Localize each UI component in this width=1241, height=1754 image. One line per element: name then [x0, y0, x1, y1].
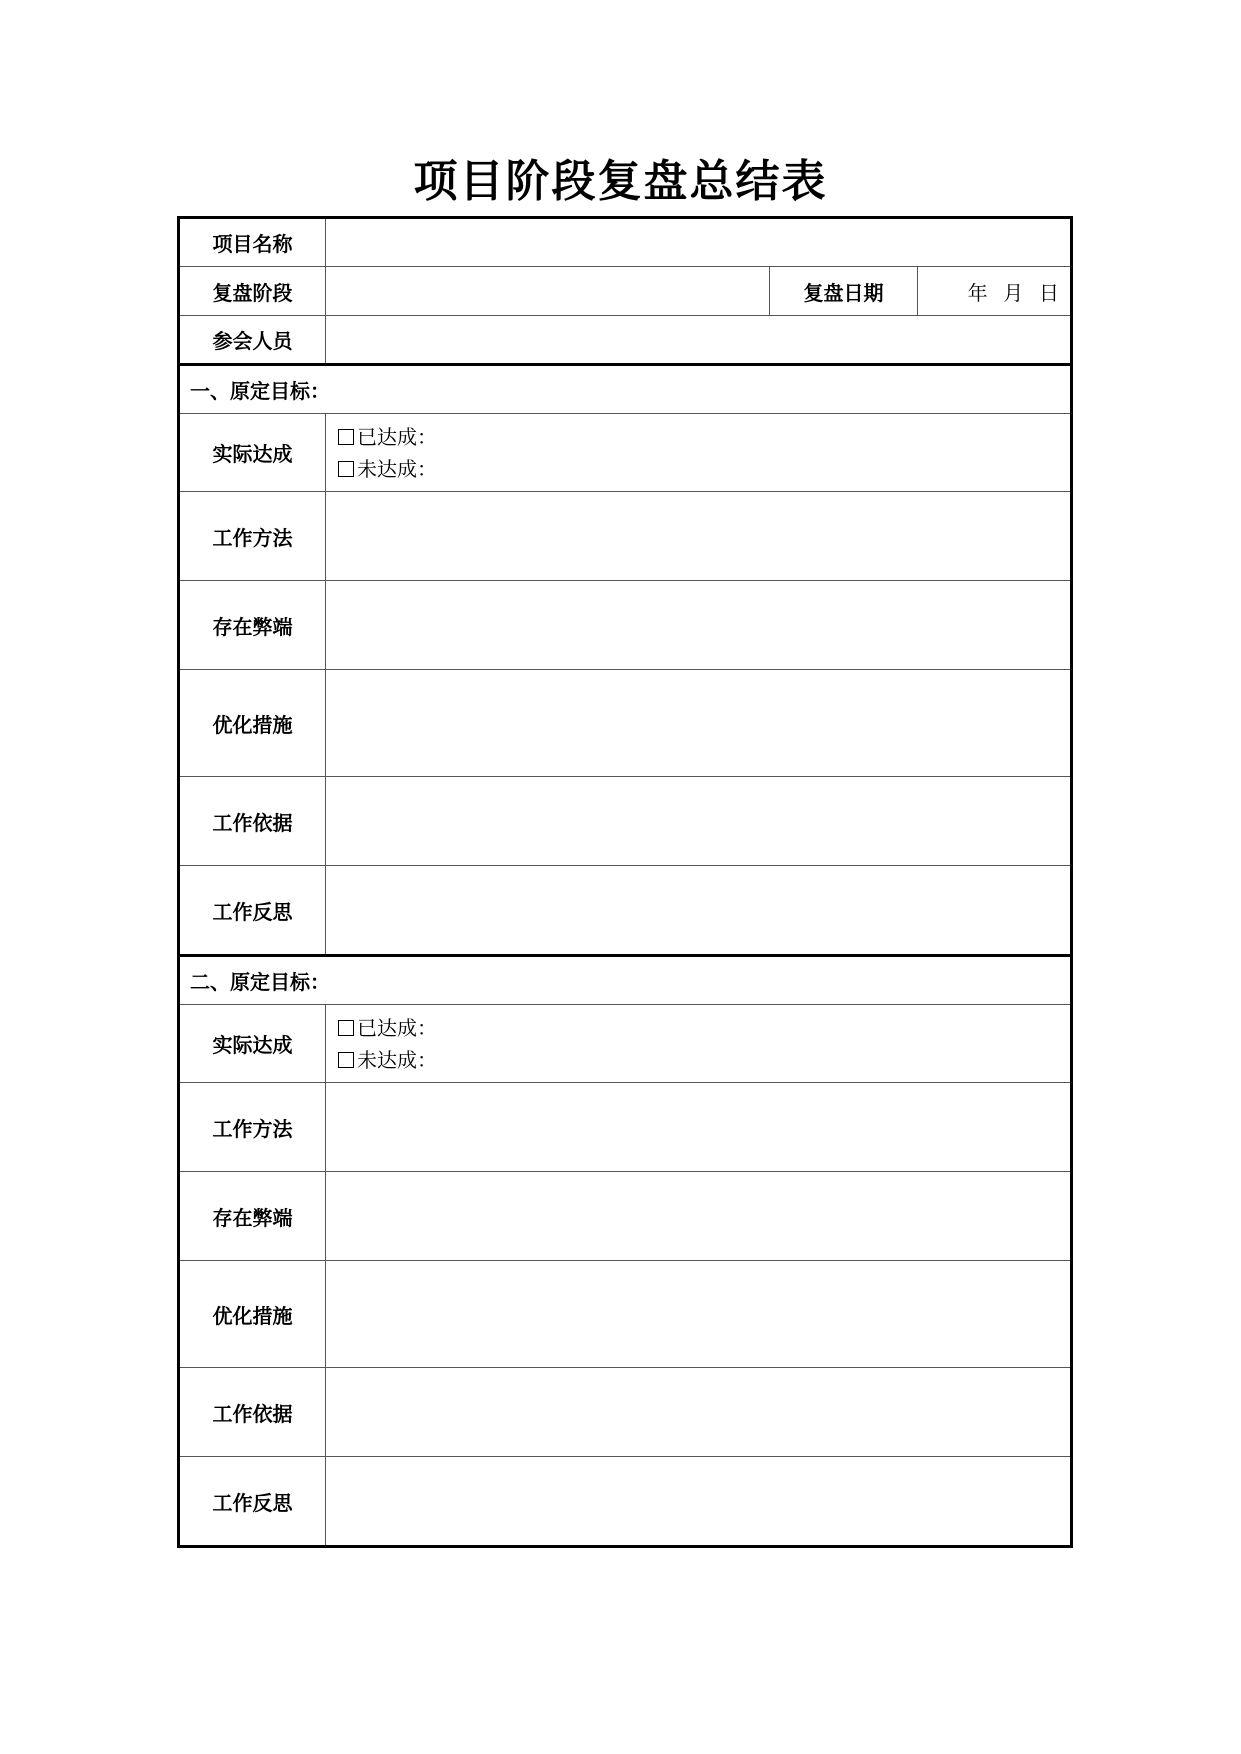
project-name-field[interactable]	[326, 218, 1072, 267]
section-2-not-achieved-text: 未达成：	[357, 1047, 437, 1072]
section-2-heading-row	[179, 956, 1072, 1005]
section-2-method-row	[179, 1083, 1072, 1172]
section-2-issues-label: 存在弊端	[179, 1172, 326, 1261]
section-1-optimization-label: 优化措施	[179, 670, 326, 777]
stage-row	[179, 267, 1072, 316]
section-1-method-row	[179, 492, 1072, 581]
section-1-heading-row	[179, 365, 1072, 414]
stage-label: 复盘阶段	[179, 267, 326, 316]
review-form-table	[177, 216, 1073, 1548]
section-2-optimization-field[interactable]	[326, 1261, 1072, 1368]
section-1-optimization-field[interactable]	[326, 670, 1072, 777]
section-1-not-achieved-text: 未达成：	[357, 456, 437, 481]
section-2-achieved-text: 已达成：	[357, 1015, 437, 1040]
section-2-not-achieved-option[interactable]	[338, 1044, 1070, 1076]
project-name-label: 项目名称	[179, 218, 326, 267]
section-2-basis-label: 工作依据	[179, 1368, 326, 1457]
section-1-issues-field[interactable]	[326, 581, 1072, 670]
section-1-basis-row	[179, 777, 1072, 866]
section-2-achieve-row	[179, 1005, 1072, 1083]
section-1-basis-label: 工作依据	[179, 777, 326, 866]
section-2-basis-row	[179, 1368, 1072, 1457]
attendees-row	[179, 316, 1072, 365]
attendees-label: 参会人员	[179, 316, 326, 365]
section-2-issues-field[interactable]	[326, 1172, 1072, 1261]
project-name-row	[179, 218, 1072, 267]
section-1-issues-row	[179, 581, 1072, 670]
section-1-achieve-row	[179, 414, 1072, 492]
section-1-reflection-field[interactable]	[326, 866, 1072, 956]
section-1-achieve-options	[326, 414, 1072, 492]
section-2-achieve-label: 实际达成	[179, 1005, 326, 1083]
date-label: 复盘日期	[770, 267, 918, 316]
checkbox-icon[interactable]	[338, 461, 354, 477]
checkbox-icon[interactable]	[338, 1052, 354, 1068]
section-2-optimization-label: 优化措施	[179, 1261, 326, 1368]
section-2-achieve-options	[326, 1005, 1072, 1083]
section-2-heading[interactable]: 二、原定目标：	[179, 956, 1072, 1005]
page-title: 项目阶段复盘总结表	[413, 156, 828, 207]
section-1-optimization-row	[179, 670, 1072, 777]
section-1-method-field[interactable]	[326, 492, 1072, 581]
section-2-issues-row	[179, 1172, 1072, 1261]
section-1-achieved-option[interactable]	[338, 421, 1070, 453]
section-1-issues-label: 存在弊端	[179, 581, 326, 670]
section-2-basis-field[interactable]	[326, 1368, 1072, 1457]
section-2-reflection-label: 工作反思	[179, 1457, 326, 1547]
date-field[interactable]: 年 月 日	[918, 267, 1072, 316]
section-2-optimization-row	[179, 1261, 1072, 1368]
checkbox-icon[interactable]	[338, 429, 354, 445]
section-2-reflection-field[interactable]	[326, 1457, 1072, 1547]
section-1-achieved-text: 已达成：	[357, 424, 437, 449]
section-1-not-achieved-option[interactable]	[338, 453, 1070, 485]
section-2-method-field[interactable]	[326, 1083, 1072, 1172]
checkbox-icon[interactable]	[338, 1020, 354, 1036]
section-2-method-label: 工作方法	[179, 1083, 326, 1172]
attendees-field[interactable]	[326, 316, 1072, 365]
section-1-basis-field[interactable]	[326, 777, 1072, 866]
section-1-reflection-label: 工作反思	[179, 866, 326, 956]
section-1-method-label: 工作方法	[179, 492, 326, 581]
stage-field[interactable]	[326, 267, 770, 316]
section-2-reflection-row	[179, 1457, 1072, 1547]
section-2-achieved-option[interactable]	[338, 1012, 1070, 1044]
section-1-achieve-label: 实际达成	[179, 414, 326, 492]
section-1-reflection-row	[179, 866, 1072, 956]
section-1-heading[interactable]: 一、原定目标：	[179, 365, 1072, 414]
